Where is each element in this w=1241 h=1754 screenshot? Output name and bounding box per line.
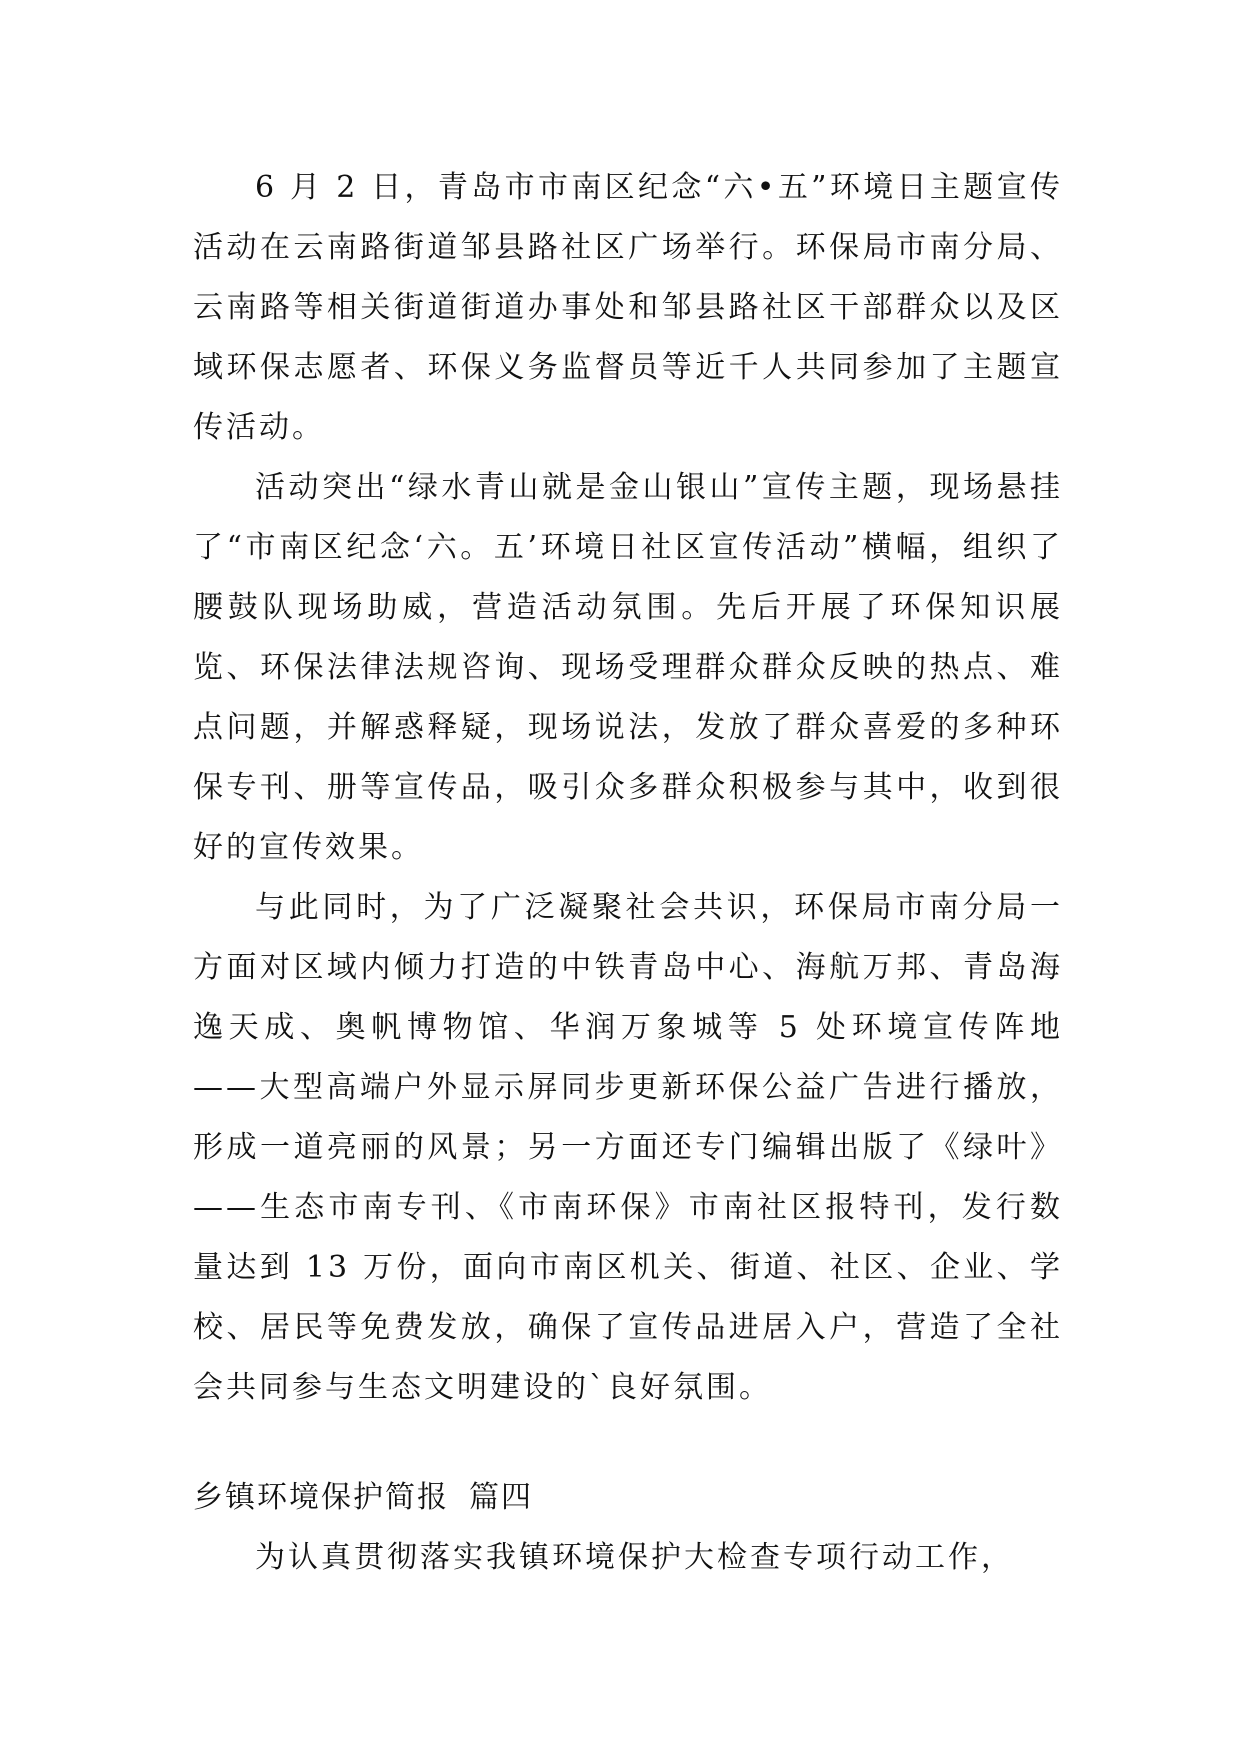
paragraph-1: 6 月 2 日，青岛市市南区纪念“六•五”环境日主题宣传活动在云南路街道邹县路社区广场举行。环保局市南分局、云南路等相关街道街道办事处和邹县路社区干部群众以及区域环保志愿者、环保义务监督员等近千人共同参加了主题宣传活动。: [193, 170, 1063, 445]
paragraph-4: 为认真贯彻落实我镇环境保护大检查专项行动工作，: [255, 1540, 1014, 1575]
paragraph-3: 与此同时，为了广泛凝聚社会共识，环保局市南分局一方面对区域内倾力打造的中铁青岛中心、海航万邦、青岛海逸天成、奥帆博物馆、华润万象城等 5 处环境宣传阵地——大型高端户外显示屏同步更新环保公益广告进行播放，形成一道亮丽的风景；另一方面还专门编辑出版了《绿叶》——生态市南专刊、《市南环保》市南社区报特刊，发行数量达到 13 万份，面向市南区机关、街道、社区、企业、学校、居民等免费发放，确保了宣传品进居入户，营造了全社会共同参与生态文明建设的`良好氛围。: [193, 890, 1063, 1405]
section-heading-number: 篇四: [469, 1480, 533, 1515]
section-heading: [193, 1468, 1063, 1528]
paragraph-2: 活动突出“绿水青山就是金山银山”宣传主题，现场悬挂了“市南区纪念‘六。五’环境日社区宣传活动”横幅，组织了腰鼓队现场助威，营造活动氛围。先后开展了环保知识展览、环保法律法规咨询、现场受理群众群众反映的热点、难点问题，并解惑释疑，现场说法，发放了群众喜爱的多种环保专刊、册等宣传品，吸引众多群众积极参与其中，收到很好的宣传效果。: [193, 470, 1063, 865]
section-heading-title: 乡镇环境保护简报: [193, 1480, 449, 1515]
document-page: [193, 158, 1063, 1588]
